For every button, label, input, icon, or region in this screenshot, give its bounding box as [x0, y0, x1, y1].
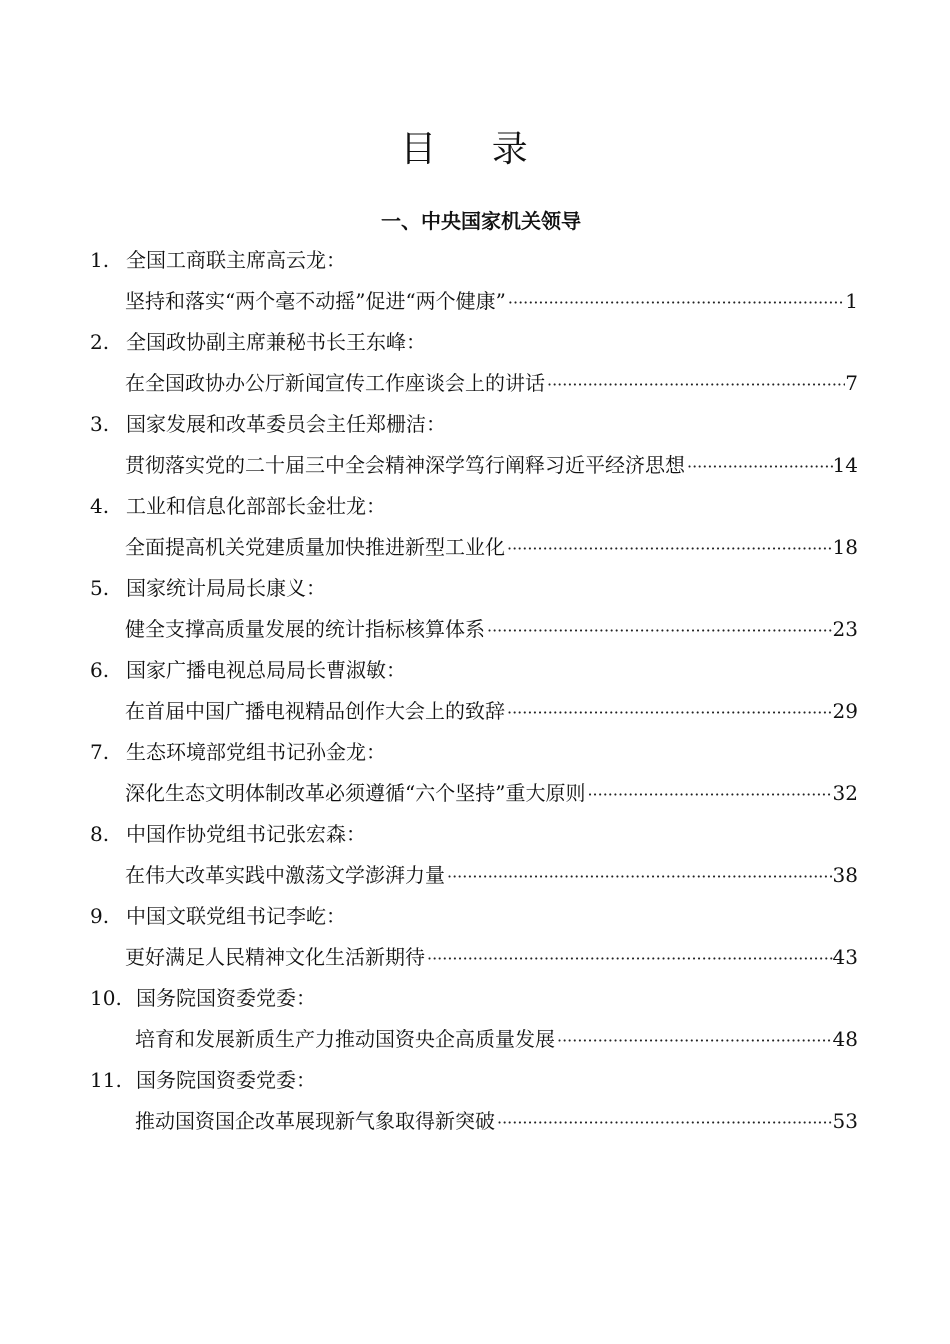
toc-entry	[0, 983, 950, 1065]
toc-link[interactable]	[125, 450, 858, 482]
entry-page-number: 14	[832, 453, 858, 477]
entry-page-number: 23	[832, 617, 858, 641]
entry-number: 5.	[90, 576, 110, 600]
toc-entry	[0, 573, 950, 655]
entry-number: 8.	[90, 822, 110, 846]
entry-speaker: 国务院国资委党委：	[136, 986, 316, 1010]
entry-title: 更好满足人民精神文化生活新期待	[125, 945, 425, 969]
entry-number: 7.	[90, 740, 110, 764]
toc-link[interactable]	[135, 1106, 858, 1138]
dot-leader	[555, 1026, 833, 1056]
entry-page-number: 53	[832, 1109, 858, 1133]
entry-speaker: 国务院国资委党委：	[136, 1068, 316, 1092]
entry-number: 2.	[90, 330, 110, 354]
dot-leader	[585, 780, 832, 810]
entry-page-number: 32	[832, 781, 858, 805]
dot-leader	[445, 862, 833, 892]
entry-number: 4.	[90, 494, 110, 518]
entry-number: 11.	[90, 1068, 122, 1092]
toc-link[interactable]	[125, 942, 858, 974]
entry-number: 9.	[90, 904, 110, 928]
entry-page-number: 7	[845, 371, 858, 395]
dot-leader	[425, 944, 833, 974]
entry-speaker: 国家发展和改革委员会主任郑栅洁：	[126, 412, 446, 436]
entry-title: 在伟大改革实践中激荡文学澎湃力量	[125, 863, 445, 887]
toc-link[interactable]	[125, 368, 858, 400]
entry-page-number: 29	[832, 699, 858, 723]
entry-title: 全面提高机关党建质量加快推进新型工业化	[125, 535, 505, 559]
entry-title: 推动国资国企改革展现新气象取得新突破	[135, 1109, 495, 1133]
entry-title: 深化生态文明体制改革必须遵循“六个坚持”重大原则	[125, 781, 586, 805]
entry-speaker: 全国政协副主席兼秘书长王东峰：	[126, 330, 426, 354]
toc-entry	[0, 655, 950, 737]
entry-speaker: 国家广播电视总局局长曹淑敏：	[126, 658, 406, 682]
entry-title: 在首届中国广播电视精品创作大会上的致辞	[125, 699, 505, 723]
toc-entry	[0, 409, 950, 491]
toc-link[interactable]	[125, 696, 858, 728]
toc-entry	[0, 327, 950, 409]
toc-link[interactable]	[125, 614, 858, 646]
entry-speaker: 生态环境部党组书记孙金龙：	[126, 740, 386, 764]
toc-entry	[0, 901, 950, 983]
toc-link[interactable]	[125, 286, 858, 318]
table-of-contents	[0, 245, 950, 1147]
dot-leader	[685, 452, 833, 482]
toc-entry	[0, 737, 950, 819]
toc-entry	[0, 1065, 950, 1147]
dot-leader	[485, 616, 833, 646]
page-title: 目 录	[400, 129, 550, 170]
entry-title: 在全国政协办公厅新闻宣传工作座谈会上的讲话	[125, 371, 545, 395]
entry-title: 培育和发展新质生产力推动国资央企高质量发展	[135, 1027, 555, 1051]
entry-number: 3.	[90, 412, 110, 436]
toc-entry	[0, 491, 950, 573]
entry-page-number: 43	[832, 945, 858, 969]
entry-page-number: 1	[845, 289, 858, 313]
toc-link[interactable]	[135, 1024, 858, 1056]
entry-number: 10.	[90, 986, 122, 1010]
entry-title: 贯彻落实党的二十届三中全会精神深学笃行阐释习近平经济思想	[125, 453, 685, 477]
entry-speaker: 国家统计局局长康义：	[126, 576, 326, 600]
dot-leader	[505, 534, 833, 564]
entry-page-number: 38	[832, 863, 858, 887]
dot-leader	[505, 698, 833, 728]
dot-leader	[506, 288, 845, 318]
toc-link[interactable]	[125, 860, 858, 892]
entry-title: 坚持和落实“两个毫不动摇”促进“两个健康”	[125, 289, 506, 313]
entry-number: 1.	[90, 248, 110, 272]
entry-speaker: 中国文联党组书记李屹：	[126, 904, 346, 928]
toc-entry	[0, 245, 950, 327]
entry-number: 6.	[90, 658, 110, 682]
entry-page-number: 18	[832, 535, 858, 559]
section-heading: 一、中央国家机关领导	[381, 209, 581, 233]
toc-link[interactable]	[125, 532, 858, 564]
entry-speaker: 工业和信息化部部长金壮龙：	[126, 494, 386, 518]
dot-leader	[545, 370, 845, 400]
toc-link[interactable]	[125, 778, 858, 810]
entry-speaker: 全国工商联主席高云龙：	[126, 248, 346, 272]
entry-title: 健全支撑高质量发展的统计指标核算体系	[125, 617, 485, 641]
entry-page-number: 48	[832, 1027, 858, 1051]
dot-leader	[495, 1108, 833, 1138]
toc-entry	[0, 819, 950, 901]
entry-speaker: 中国作协党组书记张宏森：	[126, 822, 366, 846]
